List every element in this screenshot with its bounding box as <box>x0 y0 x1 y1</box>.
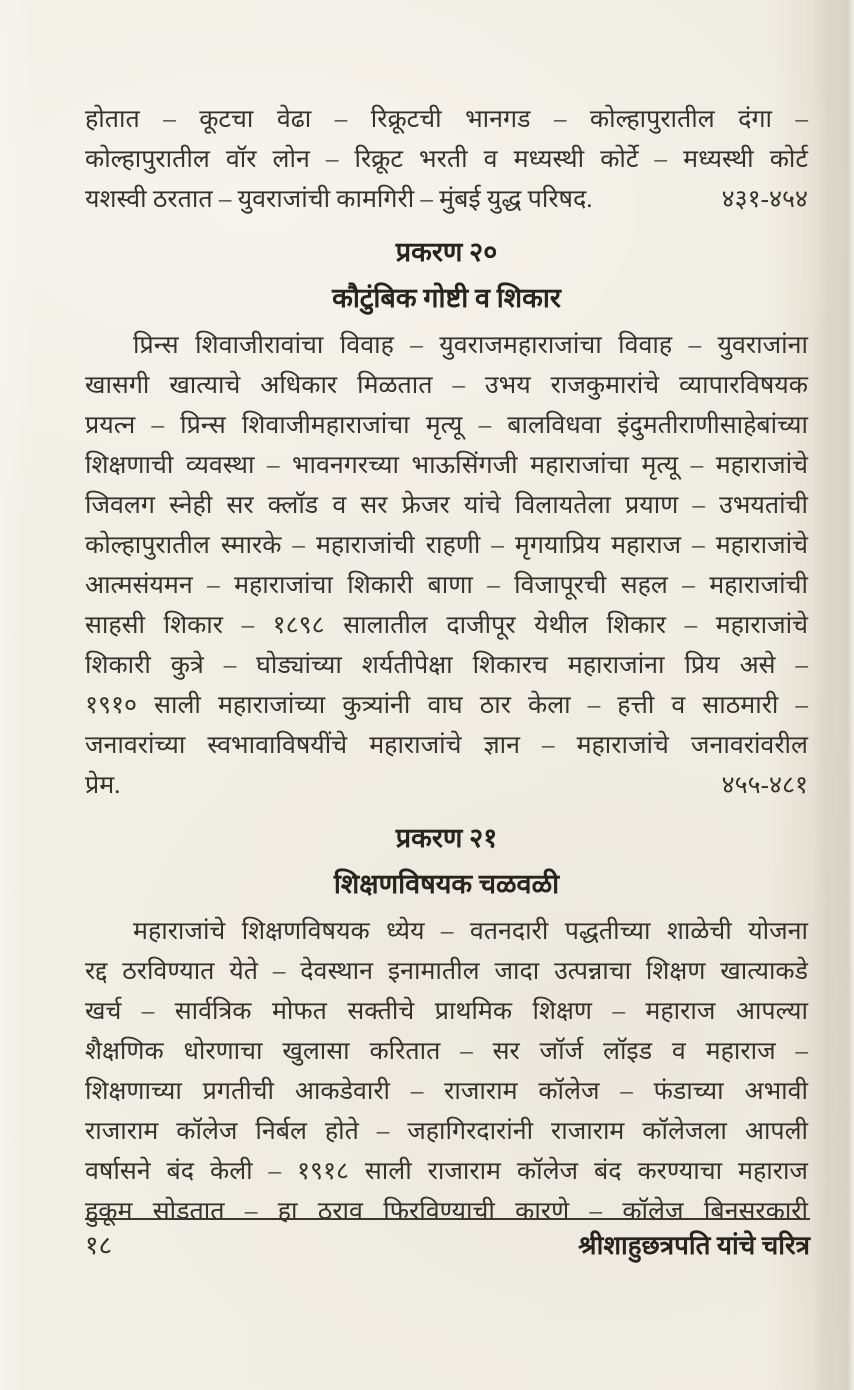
toc-chapter-20 <box>85 232 808 806</box>
toc-chapter-21 <box>85 818 808 1232</box>
toc-line: आत्मसंयमन – महाराजांचा शिकारी बाणा – विजापूरची सहल – महाराजांची <box>85 572 808 599</box>
toc-line: प्रयत्न – प्रिन्स शिवाजीमहाराजांचा मृत्यू – बालविधवा इंदुमतीराणीसाहेबांच्या <box>85 412 808 439</box>
book-title: श्रीशाहुछत्रपति यांचे चरित्र <box>578 1231 810 1260</box>
toc-line: जनावरांच्या स्वभावाविषयींचे महाराजांचे ज्ञान – महाराजांचे जनावरांवरील <box>85 732 808 759</box>
toc-line: रद्द ठरविण्यात येते – देवस्थान इनामातील जादा उत्पन्नाचा शिक्षण खात्याकडे <box>85 958 808 985</box>
toc-line: शिकारी कुत्रे – घोड्यांच्या शर्यतीपेक्षा शिकारच महाराजांना प्रिय असे – <box>85 652 808 679</box>
toc-line-with-page-range <box>85 766 808 806</box>
chapter-heading: प्रकरण २१ <box>395 823 498 853</box>
toc-entry-continuation <box>85 100 808 220</box>
scan-edge-shadow <box>812 0 854 1390</box>
page-range: ४५५-४८१ <box>721 772 808 799</box>
chapter-summary <box>85 912 808 1232</box>
toc-line: शिक्षणाच्या प्रगतीची आकडेवारी – राजाराम कॉलेज – फंडाच्या अभावी <box>85 1078 808 1105</box>
toc-line: जिवलग स्नेही सर क्लॉड व सर फ्रेजर यांचे विलायतेला प्रयाण – उभयतांची <box>85 492 808 519</box>
toc-line: कोल्हापुरातील वॉर लोन – रिक्रूट भरती व मध्यस्थी कोर्टे – मध्यस्थी कोर्ट <box>85 146 808 173</box>
toc-line: राजाराम कॉलेज निर्बल होते – जहागिरदारांनी राजाराम कॉलेजला आपली <box>85 1118 808 1145</box>
toc-line-text: प्रेम. <box>85 772 121 799</box>
toc-line: हुकूम सोडतात – हा ठराव फिरविण्याची कारणे – कॉलेज बिनसरकारी <box>85 1198 808 1225</box>
page-number: १८ <box>85 1231 113 1260</box>
toc-line: खर्च – सार्वत्रिक मोफत सक्तीचे प्राथमिक शिक्षण – महाराज आपल्या <box>85 998 808 1025</box>
toc-text-block <box>85 100 808 1232</box>
toc-line: शिक्षणाची व्यवस्था – भावनगरच्या भाऊसिंगजी महाराजांचा मृत्यू – महाराजांचे <box>85 452 808 479</box>
toc-line: होतात – कूटचा वेढा – रिक्रूटची भानगड – कोल्हापुरातील दंगा – <box>85 106 808 133</box>
toc-line: कोल्हापुरातील स्मारके – महाराजांची राहणी – मृगयाप्रिय महाराज – महाराजांचे <box>85 532 808 559</box>
toc-line-with-page-range <box>85 180 808 220</box>
chapter-title: कौटुंबिक गोष्टी व शिकार <box>332 283 561 313</box>
toc-line: खासगी खात्याचे अधिकार मिळतात – उभय राजकुमारांचे व्यापारविषयक <box>85 372 808 399</box>
toc-line: वर्षासने बंद केली – १९१८ साली राजाराम कॉलेज बंद करण्याचा महाराज <box>85 1158 808 1185</box>
page-range: ४३१-४५४ <box>721 186 808 213</box>
toc-line: शैक्षणिक धोरणाचा खुलासा करितात – सर जॉर्ज लॉइड व महाराज – <box>85 1038 808 1065</box>
toc-line-text: यशस्वी ठरतात – युवराजांची कामगिरी – मुंबई युद्ध परिषद. <box>85 186 593 213</box>
chapter-heading: प्रकरण २० <box>395 237 498 267</box>
toc-line: प्रिन्स शिवाजीरावांचा विवाह – युवराजमहाराजांचा विवाह – युवराजांना <box>133 332 808 359</box>
toc-line: महाराजांचे शिक्षणविषयक ध्येय – वतनदारी पद्धतीच्या शाळेची योजना <box>133 918 808 945</box>
page-footer <box>85 1218 810 1262</box>
chapter-title: शिक्षणविषयक चळवळी <box>333 869 560 899</box>
chapter-summary <box>85 326 808 806</box>
toc-line: १९१० साली महाराजांच्या कुत्र्यांनी वाघ ठार केला – हत्ती व साठमारी – <box>85 692 808 719</box>
toc-line: साहसी शिकार – १८९८ सालातील दाजीपूर येथील शिकार – महाराजांचे <box>85 612 808 639</box>
